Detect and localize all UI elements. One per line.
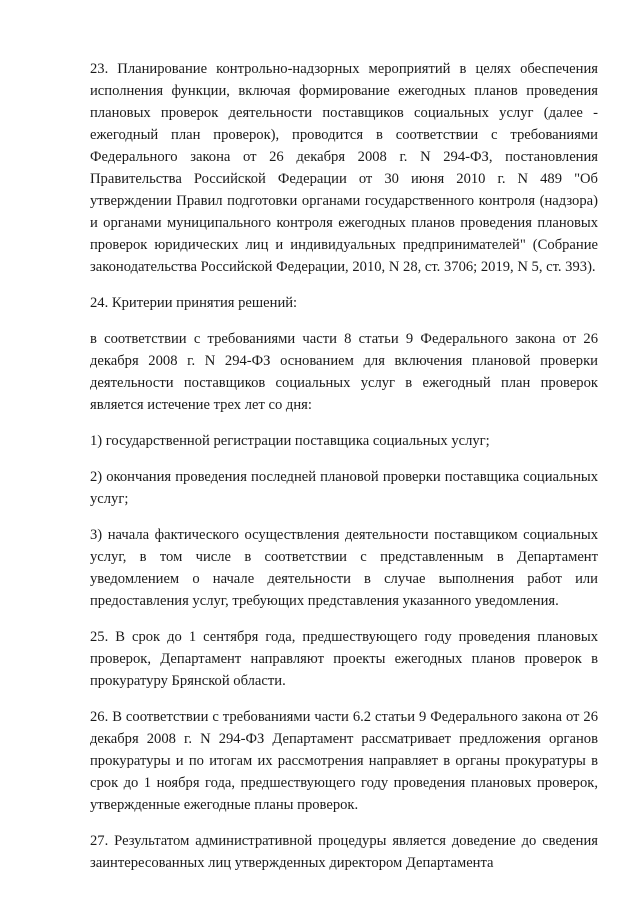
paragraph-criteria-intro: в соответствии с требованиями части 8 статьи 9 Федерального закона от 26 декабря 2008 г. N 294-ФЗ основанием для включения плановой проверки деятельности поставщиков социальных услуг в ежегодный план проверок является истечение трех лет со дня:	[90, 331, 598, 413]
list-item-2: 2) окончания проведения последней плановой проверки поставщика социальных услуг;	[90, 469, 598, 507]
document-page	[90, 58, 598, 874]
paragraph-26: 26. В соответствии с требованиями части 6.2 статьи 9 Федерального закона от 26 декабря 2008 г. N 294-ФЗ Департамент рассматривает предложения органов прокуратуры и по итогам их рассмотрения направляет в органы прокуратуры в срок до 1 ноября года, предшествующего году проведения плановых проверок, утвержденные ежегодные планы проверок.	[90, 709, 598, 813]
list-item-3: 3) начала фактического осуществления деятельности поставщиком социальных услуг, в том числе в соответствии с представленным в Департамент уведомлением о начале деятельности в случае выполнения работ или предоставления услуг, требующих представления указанного уведомления.	[90, 527, 598, 609]
paragraph-25: 25. В срок до 1 сентября года, предшествующего году проведения плановых проверок, Департамент направляют проекты ежегодных планов проверок в прокуратуру Брянской области.	[90, 629, 598, 689]
list-item-1: 1) государственной регистрации поставщика социальных услуг;	[90, 433, 490, 449]
paragraph-27: 27. Результатом административной процедуры является доведение до сведения заинтересованных лиц утвержденных директором Департамента	[90, 833, 598, 871]
paragraph-23: 23. Планирование контрольно-надзорных мероприятий в целях обеспечения исполнения функции, включая формирование ежегодных планов проведения плановых проверок деятельности поставщиков социальных услуг (далее - ежегодный план проверок), проводится в соответствии с требованиями Федерального закона от 26 декабря 2008 г. N 294-ФЗ, постановления Правительства Российской Федерации от 30 июня 2010 г. N 489 "Об утверждении Правил подготовки органами государственного контроля (надзора) и органами муниципального контроля ежегодных планов проведения плановых проверок юридических лиц и индивидуальных предпринимателей" (Собрание законодательства Российской Федерации, 2010, N 28, ст. 3706; 2019, N 5, ст. 393).	[90, 61, 598, 275]
paragraph-24: 24. Критерии принятия решений:	[90, 295, 298, 311]
